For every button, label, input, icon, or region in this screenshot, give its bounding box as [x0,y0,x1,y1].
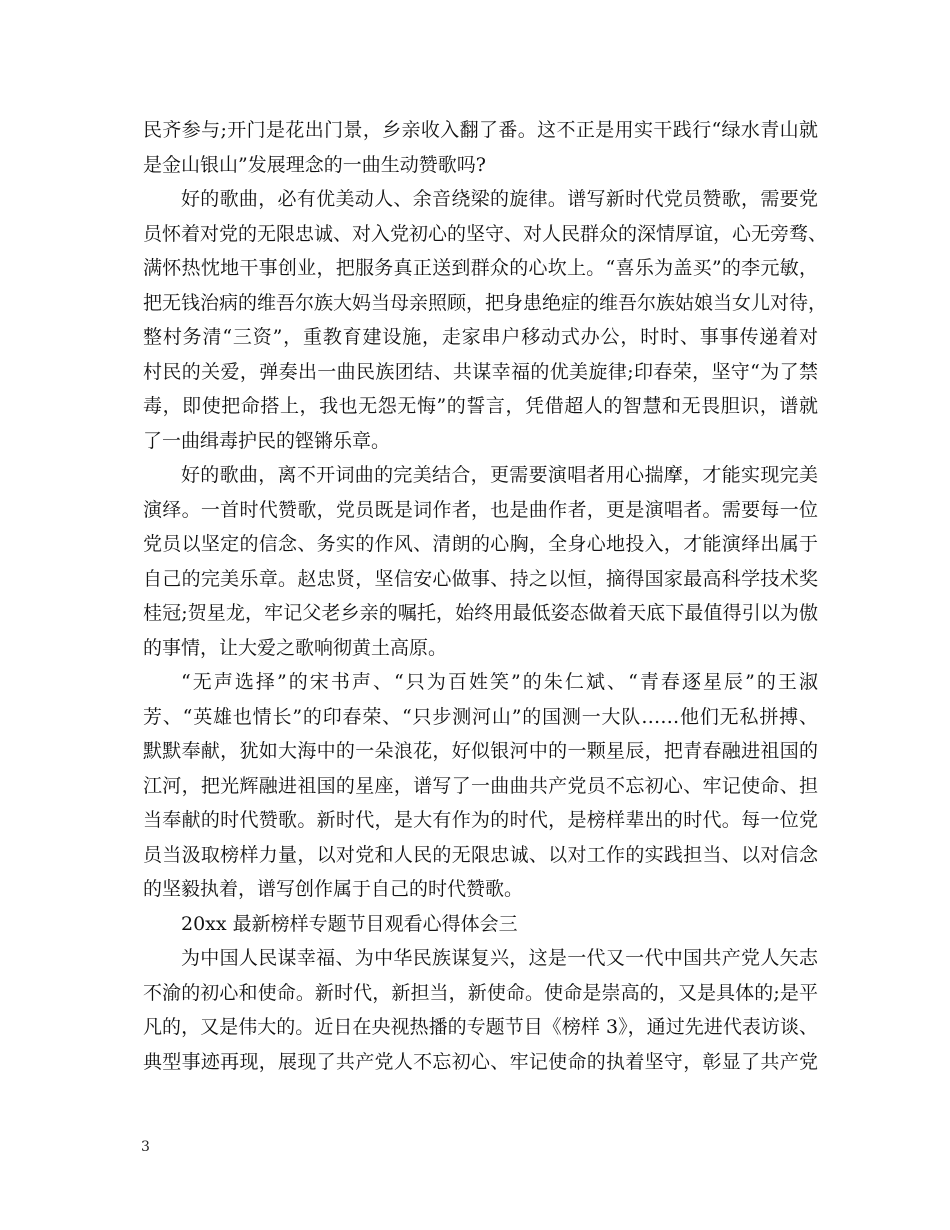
text-line: 当奉献的时代赞歌。新时代，是大有作为的时代，是榜样辈出的时代。每一位党 [143,809,818,831]
text-line: 的坚毅执着，谱写创作属于自己的时代赞歌。 [143,878,524,900]
text-line: 满怀热忱地干事创业，把服务真正送到群众的心坎上。“喜乐为盖买”的李元敏， [143,257,818,279]
text-line: 村民的关爱，弹奏出一曲民族团结、共谋幸福的优美旋律;印春荣，坚守“为了禁 [143,360,818,383]
document-body-text [143,113,828,1079]
text-line: 民齐参与;开门是花出门景，乡亲收入翻了番。这不正是用实干践行“绿水青山就 [143,119,818,141]
text-line: 了一曲缉毒护民的铿锵乐章。 [143,429,391,452]
text-line: 员当汲取榜样力量，以对党和人民的无限忠诚、以对工作的实践担当、以对信念 [143,843,818,866]
text-line: 好的歌曲，离不开词曲的完美结合，更需要演唱者用心揣摩，才能实现完美 [181,464,818,486]
text-line: 不渝的初心和使命。新时代，新担当，新使命。使命是崇高的，又是具体的;是平 [143,981,818,1004]
text-line: 整村务清“三资”，重教育建设施，走家串户移动式办公，时时、事事传递着对 [143,326,818,348]
text-line: 为中国人民谋幸福、为中华民族谋复兴，这是一代又一代中国共产党人矢志 [181,947,818,969]
text-line: 好的歌曲，必有优美动人、余音绕梁的旋律。谱写新时代党员赞歌，需要党 [181,188,818,210]
text-line: 的事情，让大爱之歌响彻黄土高原。 [143,636,448,659]
text-line: 典型事迹再现，展现了共产党人不忘初心、牢记使命的执着坚守，彰显了共产党 [143,1050,818,1073]
text-line: 演绎。一首时代赞歌，党员既是词作者，也是曲作者，更是演唱者。需要每一位 [143,498,818,521]
text-line: 桂冠;贺星龙，牢记父老乡亲的嘱托，始终用最低姿态做着天底下最值得引以为傲 [143,602,818,624]
text-line: 芳、“英雄也情长”的印春荣、“只步测河山”的国测一大队……他们无私拼搏、 [143,705,818,728]
text-line: 默默奉献，犹如大海中的一朵浪花，好似银河中的一颗星辰，把青春融进祖国的 [143,740,818,762]
text-line: 把无钱治病的维吾尔族大妈当母亲照顾，把身患绝症的维吾尔族姑娘当女儿对待， [143,291,828,314]
page-number: 3 [141,1139,150,1155]
text-line: 20xx 最新榜样专题节目观看心得体会三 [181,912,518,935]
text-line: 是金山银山”发展理念的一曲生动赞歌吗? [143,153,486,176]
text-line: 凡的，又是伟大的。近日在央视热播的专题节目《榜样 3》，通过先进代表访谈、 [143,1016,818,1038]
text-line: “无声选择”的宋书声、“只为百姓笑”的朱仁斌、“青春逐星辰”的王淑 [181,671,818,693]
text-line: 党员以坚定的信念、务实的作风、清朗的心胸，全身心地投入，才能演绎出属于 [143,533,818,555]
text-line: 江河，把光辉融进祖国的星座，谱写了一曲曲共产党员不忘初心、牢记使命、担 [143,774,818,797]
text-line: 自己的完美乐章。赵忠贤，坚信安心做事、持之以恒，摘得国家最高科学技术奖 [143,567,818,590]
text-line: 毒，即使把命搭上，我也无怨无悔”的誓言，凭借超人的智慧和无畏胆识，谱就 [143,395,818,417]
text-line: 员怀着对党的无限忠诚、对入党初心的坚守、对人民群众的深情厚谊，心无旁骛、 [143,222,828,245]
